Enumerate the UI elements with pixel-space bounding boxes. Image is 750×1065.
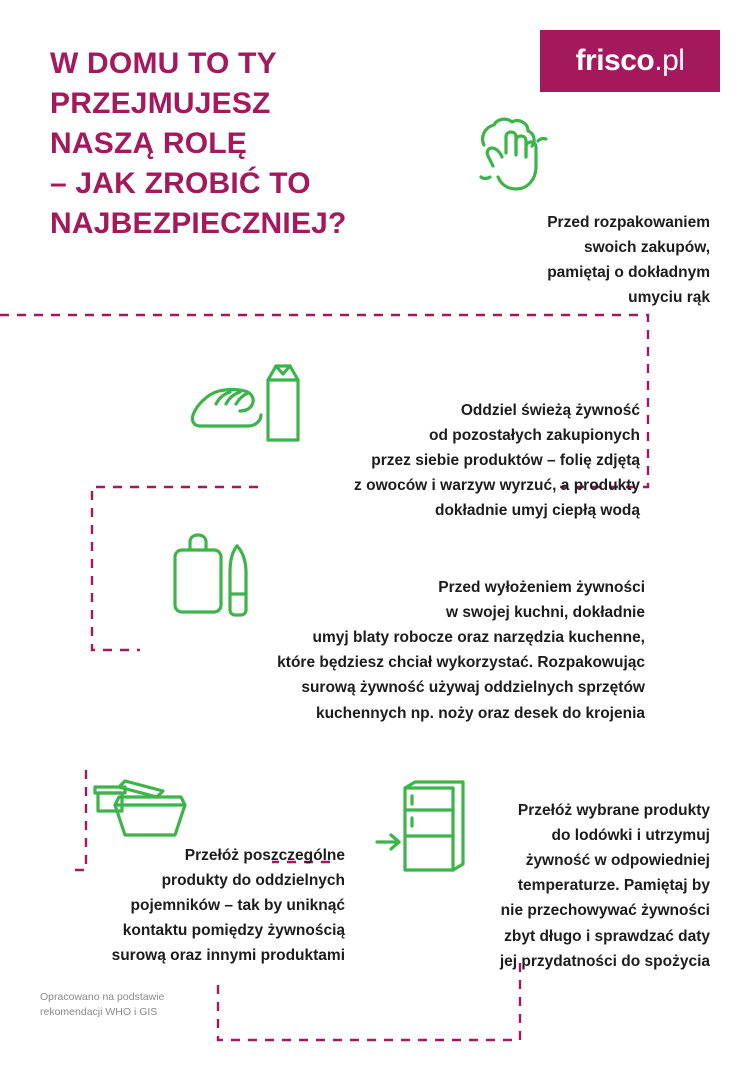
- text-line: zbyt długo i sprawdzać daty: [504, 927, 710, 945]
- logo-name: frisco: [575, 44, 655, 77]
- headline-line-4: – JAK ZROBIĆ TO: [50, 166, 311, 200]
- text-line: umyciu rąk: [628, 289, 710, 307]
- text-line: umyj blaty robocze oraz narzędzia kuchenne,: [312, 629, 645, 647]
- text-line: dokładnie umyj ciepłą wodą: [435, 502, 640, 520]
- text-line: nie przechowywać żywności: [500, 902, 710, 920]
- step-fridge-storage-text: [430, 798, 710, 974]
- frisco-logo: [540, 30, 720, 92]
- text-line: Przełóż poszczególne: [184, 847, 345, 864]
- text-line: kontaktu pomiędzy żywnością: [122, 922, 345, 940]
- step-separate-fresh-food-text: [270, 398, 640, 524]
- text-line: pojemników – tak by uniknąć: [130, 897, 345, 915]
- logo-suffix: .pl: [654, 44, 685, 77]
- text-line: jej przydatności do spożycia: [499, 952, 710, 970]
- washing-hands-icon: [468, 115, 558, 205]
- source-footnote: [40, 990, 260, 1020]
- food-containers-icon: [85, 765, 205, 850]
- text-line: temperaturze. Pamiętaj by: [517, 877, 710, 895]
- headline-line-5: NAJBEZPIECZNIEJ?: [50, 206, 347, 240]
- text-line: przez siebie produktów – folię zdjętą: [371, 452, 640, 470]
- text-line: do lodówki i utrzymuj: [551, 827, 710, 845]
- text-line: Przed wyłożeniem żywności: [438, 579, 645, 596]
- footnote-line: rekomendacji WHO i GIS: [40, 1006, 158, 1019]
- step-separate-containers-text: [55, 843, 345, 969]
- text-line: które będziesz chciał wykorzystać. Rozpakowując: [277, 654, 645, 672]
- text-line: Przed rozpakowaniem: [547, 214, 710, 231]
- step-wash-hands-text: [440, 210, 710, 310]
- headline-line-1: W DOMU TO TY: [50, 47, 277, 80]
- headline-line-3: NASZĄ ROLĘ: [50, 126, 247, 160]
- page-title: [50, 44, 470, 243]
- text-line: produkty do oddzielnych: [161, 872, 345, 890]
- footnote-line: Opracowano na podstawie: [40, 991, 165, 1003]
- text-line: surową żywność używaj oddzielnych sprzętów: [301, 679, 645, 697]
- headline-line-2: PRZEJMUJESZ: [50, 86, 271, 120]
- text-line: swoich zakupów,: [583, 239, 710, 257]
- text-line: Oddziel świeżą żywność: [460, 402, 640, 419]
- logo-text: [576, 44, 685, 78]
- text-line: pamiętaj o dokładnym: [547, 264, 710, 282]
- text-line: kuchennych np. noży oraz desek do krojenia: [315, 704, 645, 722]
- text-line: Przełóż wybrane produkty: [517, 802, 710, 819]
- text-line: z owoców i warzyw wyrzuć, a produkty: [354, 477, 640, 495]
- text-line: surową oraz innymi produktami: [111, 947, 345, 965]
- step-clean-surfaces-text: [165, 575, 645, 726]
- text-line: w swojej kuchni, dokładnie: [446, 604, 645, 622]
- text-line: od pozostałych zakupionych: [429, 427, 640, 445]
- text-line: żywność w odpowiedniej: [525, 852, 710, 870]
